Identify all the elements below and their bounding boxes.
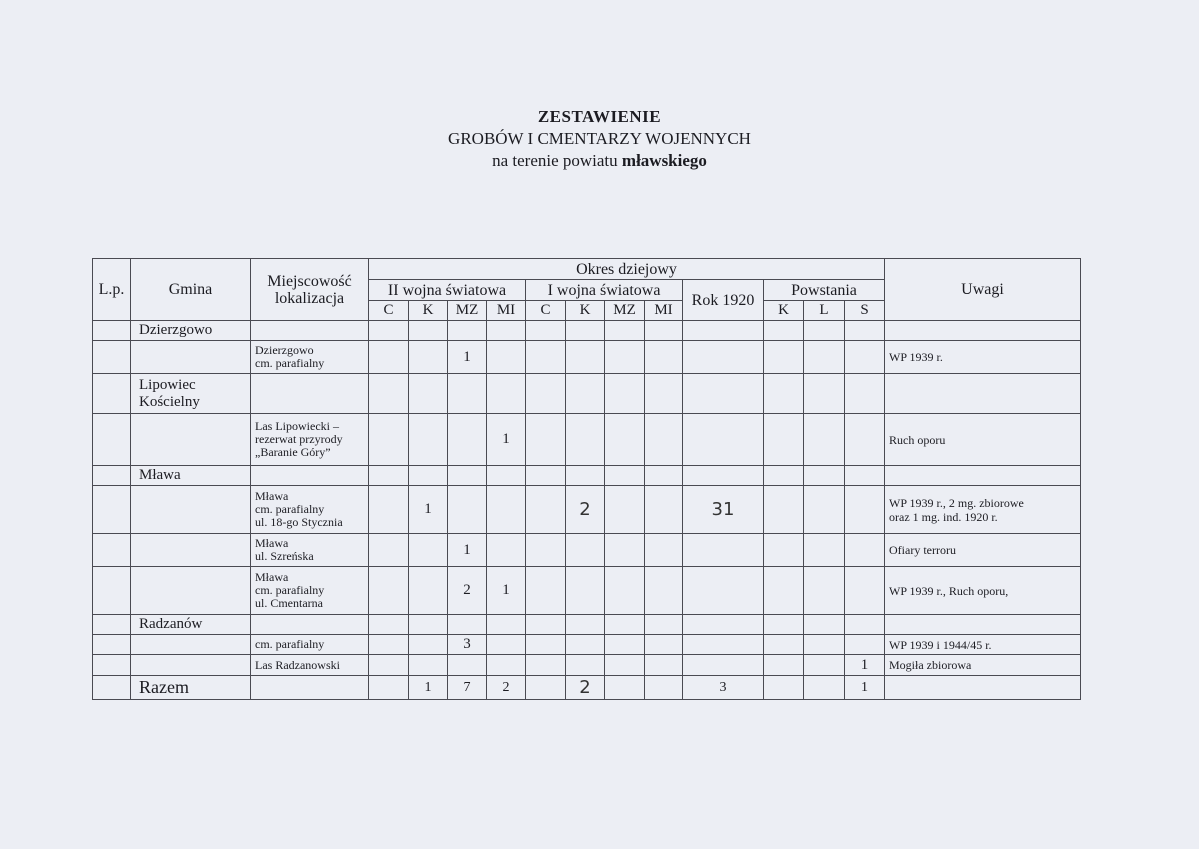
table-row [93,615,1081,635]
table-row [93,374,1081,414]
table-row [93,466,1081,486]
location-cell: Mława ul. Szreńska [251,534,369,567]
col-header-uwagi: Uwagi [885,259,1081,321]
count-cell: 1 [845,655,885,676]
table-row [93,486,1081,534]
total-cell: 7 [448,676,487,700]
handwritten-count: 2 [566,486,605,534]
table-row [93,655,1081,676]
col-header-rok1920: Rok 1920 [683,280,764,321]
remarks-cell: WP 1939 r., 2 mg. zbiorowe oraz 1 mg. ind. 1920 r. [885,486,1081,534]
col-header-ww2: II wojna światowa [369,280,526,301]
table-row [93,341,1081,374]
col-header-pow-k: K [764,301,804,321]
col-header-miejscowosc: Miejscowość lokalizacja [251,259,369,321]
table-row [93,414,1081,466]
region-name: mławskiego [621,151,707,170]
col-header-ww1-mi: MI [645,301,683,321]
col-header-ww1-c: C [526,301,566,321]
count-cell: 3 [448,635,487,655]
total-cell: 1 [409,676,448,700]
location-cell: Mława cm. parafialny ul. 18-go Stycznia [251,486,369,534]
col-header-pow-s: S [845,301,885,321]
remarks-cell: WP 1939 r. [885,341,1081,374]
gmina-name: Lipowiec Kościelny [131,374,251,414]
table-row [93,635,1081,655]
col-header-ww2-c: C [369,301,409,321]
document-subtitle: GROBÓW I CMENTARZY WOJENNYCH [448,129,751,148]
table-row [93,567,1081,615]
col-header-ww2-k: K [409,301,448,321]
war-graves-table [92,258,1081,700]
count-cell: 1 [487,414,526,466]
col-header-okres: Okres dziejowy [369,259,885,280]
col-header-gmina: Gmina [131,259,251,321]
col-header-ww2-mz: MZ [448,301,487,321]
count-cell: 1 [487,567,526,615]
totals-label: Razem [131,676,251,700]
col-header-ww2-mi: MI [487,301,526,321]
count-cell: 1 [409,486,448,534]
count-cell: 2 [448,567,487,615]
total-cell: 3 [683,676,764,700]
gmina-name: Dzierzgowo [131,321,251,341]
remarks-cell: Mogiła zbiorowa [885,655,1081,676]
document-title: ZESTAWIENIE [537,107,662,126]
gmina-name: Radzanów [131,615,251,635]
handwritten-count: 31 [683,486,764,534]
col-header-lp: L.p. [93,259,131,321]
table-row [93,534,1081,567]
location-cell: Las Radzanowski [251,655,369,676]
count-cell: 1 [448,534,487,567]
region-prefix: na terenie powiatu [492,151,622,170]
handwritten-total: 2 [566,676,605,700]
remarks-cell: Ruch oporu [885,414,1081,466]
col-header-ww1: I wojna światowa [526,280,683,301]
remarks-cell: WP 1939 i 1944/45 r. [885,635,1081,655]
col-header-ww1-k: K [566,301,605,321]
total-cell: 2 [487,676,526,700]
document-region-line [0,150,1199,172]
location-cell: cm. parafialny [251,635,369,655]
table-row [93,321,1081,341]
col-header-powstania: Powstania [764,280,885,301]
totals-row [93,676,1081,700]
location-cell: Dzierzgowo cm. parafialny [251,341,369,374]
gmina-name: Mława [131,466,251,486]
remarks-cell: Ofiary terroru [885,534,1081,567]
count-cell: 1 [448,341,487,374]
col-header-ww1-mz: MZ [605,301,645,321]
location-cell: Mława cm. parafialny ul. Cmentarna [251,567,369,615]
remarks-cell: WP 1939 r., Ruch oporu, [885,567,1081,615]
total-cell: 1 [845,676,885,700]
location-cell: Las Lipowiecki – rezerwat przyrody „Baranie Góry” [251,414,369,466]
col-header-pow-l: L [804,301,845,321]
